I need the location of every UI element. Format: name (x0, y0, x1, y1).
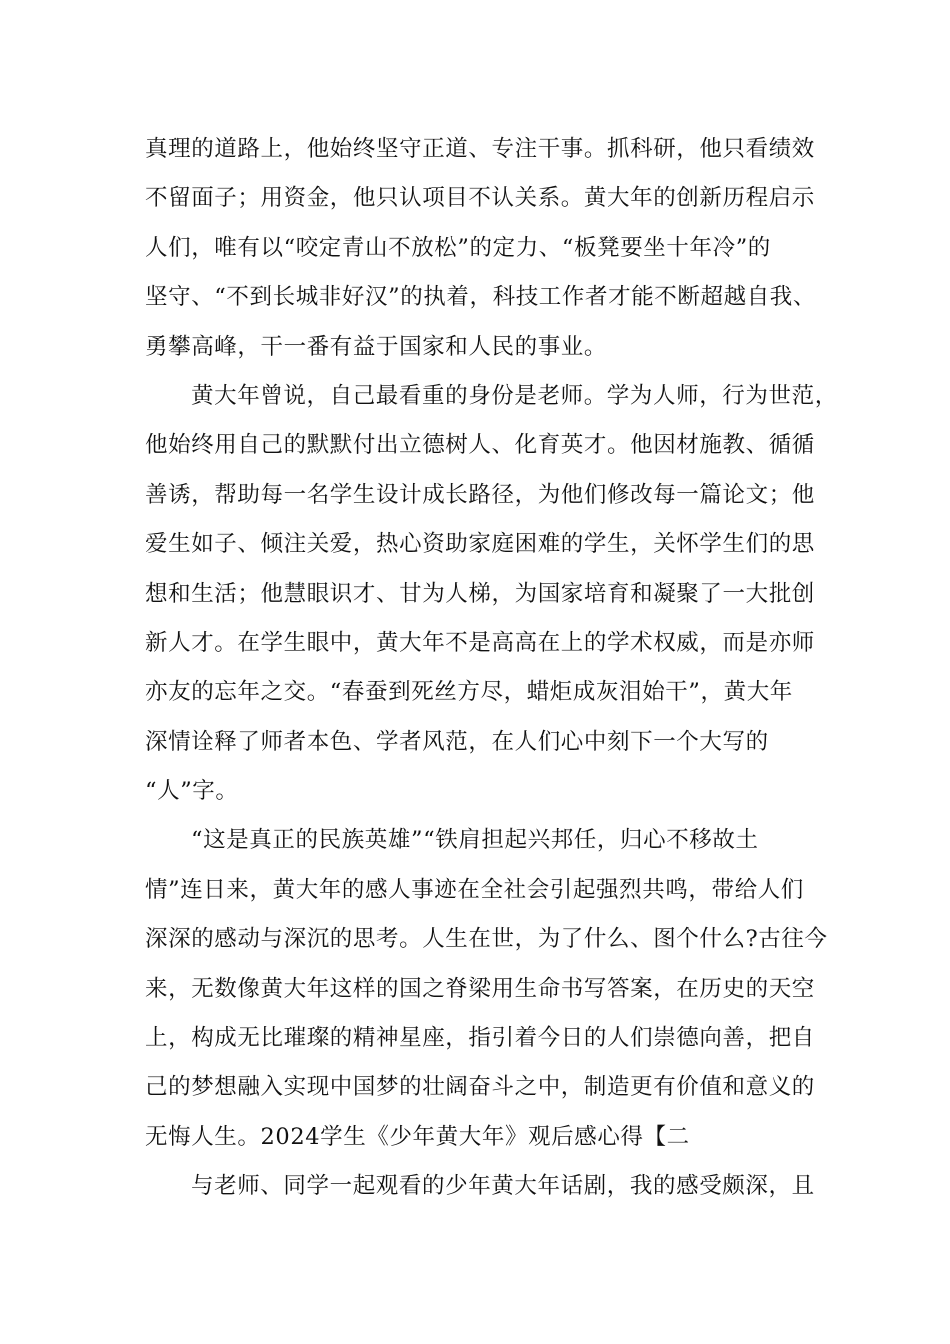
text-line: 己的梦想融入实现中国梦的壮阔奋斗之中，制造更有价值和意义的 (145, 1074, 815, 1101)
text-line: 亦友的忘年之交。“春蚕到死丝方尽，蜡炬成灰泪始干”，黄大年 (145, 679, 793, 706)
text-line: 深情诠释了师者本色、学者风范，在人们心中刻下一个大写的 (145, 728, 769, 755)
text-line: 善诱，帮助每一名学生设计成长路径，为他们修改每一篇论文；他 (145, 481, 815, 508)
text-line: 人们，唯有以“咬定青山不放松”的定力、“板凳要坐十年冷”的 (145, 234, 771, 261)
text-line: 无悔人生。2024学生《少年黄大年》观后感心得【二 (145, 1123, 690, 1150)
text-line: 新人才。在学生眼中，黄大年不是高高在上的学术权威，而是亦师 (145, 629, 815, 656)
text-line: “这是真正的民族英雄”“铁肩担起兴邦任，归心不移故土 (191, 827, 759, 854)
text-line: 黄大年曾说，自己最看重的身份是老师。学为人师，行为世范， (191, 382, 838, 409)
text-line: 真理的道路上，他始终坚守正道、专注干事。抓科研，他只看绩效 (145, 136, 815, 162)
text-line: 想和生活；他慧眼识才、甘为人梯，为国家培育和凝聚了一大批创 (145, 580, 815, 607)
text-line: 勇攀高峰，干一番有益于国家和人民的事业。 (145, 333, 608, 360)
text-line: “人”字。 (145, 778, 239, 805)
text-line: 深深的感动与深沉的思考。人生在世，为了什么、图个什么?古往今 (145, 926, 828, 953)
text-line: 上，构成无比璀璨的精神星座，指引着今日的人们崇德向善，把自 (145, 1025, 815, 1052)
text-line: 坚守、“不到长城非好汉”的执着，科技工作者才能不断超越自我、 (145, 284, 817, 311)
text-line: 他始终用自己的默默付出立德树人、化育英才。他因材施教、循循 (145, 432, 815, 459)
text-line: 爱生如子、倾注关爱，热心资助家庭困难的学生，关怀学生们的思 (145, 531, 815, 558)
text-line: 来，无数像黄大年这样的国之脊梁用生命书写答案，在历史的天空 (145, 975, 815, 1002)
text-line: 不留面子；用资金，他只认项目不认关系。黄大年的创新历程启示 (145, 185, 815, 212)
body-text (145, 125, 838, 1212)
text-line: 与老师、同学一起观看的少年黄大年话剧，我的感受颇深，且 (191, 1173, 815, 1200)
text-line: 情”连日来，黄大年的感人事迹在全社会引起强烈共鸣，带给人们 (145, 876, 804, 903)
